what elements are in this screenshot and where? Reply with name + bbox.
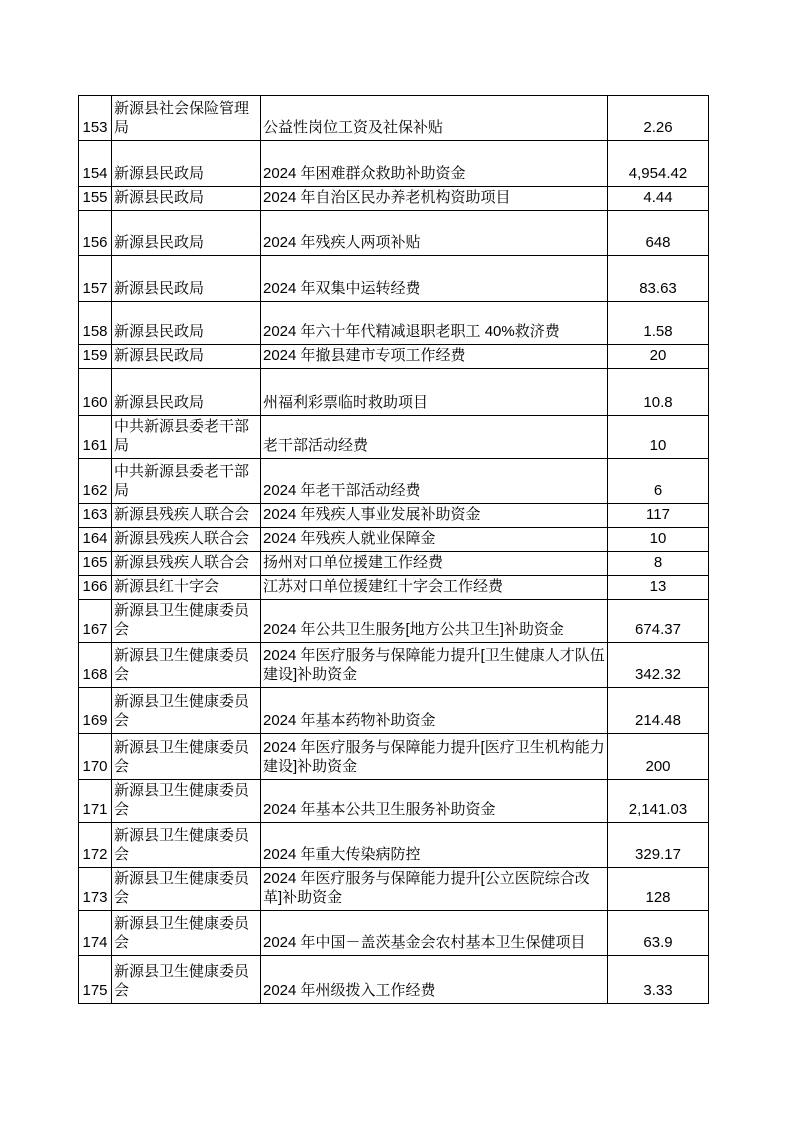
table-row bbox=[79, 734, 709, 780]
amount-cell: 648 bbox=[608, 211, 709, 256]
row-number-cell: 161 bbox=[79, 416, 112, 459]
project-cell: 2024 年重大传染病防控 bbox=[261, 823, 608, 868]
amount-cell: 6 bbox=[608, 459, 709, 504]
project-cell: 扬州对口单位援建工作经费 bbox=[261, 552, 608, 576]
project-cell: 2024 年中国－盖茨基金会农村基本卫生保健项目 bbox=[261, 911, 608, 956]
organization-cell: 新源县民政局 bbox=[112, 256, 261, 302]
table-row bbox=[79, 643, 709, 688]
organization-cell: 新源县民政局 bbox=[112, 141, 261, 187]
table-row bbox=[79, 256, 709, 302]
project-cell: 2024 年医疗服务与保障能力提升[卫生健康人才队伍建设]补助资金 bbox=[261, 643, 608, 688]
project-cell: 2024 年残疾人事业发展补助资金 bbox=[261, 504, 608, 528]
amount-cell: 342.32 bbox=[608, 643, 709, 688]
amount-cell: 200 bbox=[608, 734, 709, 780]
organization-cell: 新源县卫生健康委员会 bbox=[112, 600, 261, 643]
table-row bbox=[79, 823, 709, 868]
table-row bbox=[79, 416, 709, 459]
amount-cell: 329.17 bbox=[608, 823, 709, 868]
table-row bbox=[79, 96, 709, 141]
project-cell: 州福利彩票临时救助项目 bbox=[261, 369, 608, 416]
project-cell: 2024 年老干部活动经费 bbox=[261, 459, 608, 504]
row-number-cell: 160 bbox=[79, 369, 112, 416]
amount-cell: 2.26 bbox=[608, 96, 709, 141]
table-row bbox=[79, 528, 709, 552]
row-number-cell: 163 bbox=[79, 504, 112, 528]
organization-cell: 新源县卫生健康委员会 bbox=[112, 643, 261, 688]
organization-cell: 新源县民政局 bbox=[112, 187, 261, 211]
organization-cell: 新源县民政局 bbox=[112, 345, 261, 369]
organization-cell: 中共新源县委老干部局 bbox=[112, 416, 261, 459]
row-number-cell: 175 bbox=[79, 956, 112, 1004]
amount-cell: 4.44 bbox=[608, 187, 709, 211]
organization-cell: 新源县卫生健康委员会 bbox=[112, 780, 261, 823]
row-number-cell: 164 bbox=[79, 528, 112, 552]
organization-cell: 新源县残疾人联合会 bbox=[112, 504, 261, 528]
project-cell: 2024 年双集中运转经费 bbox=[261, 256, 608, 302]
table-row bbox=[79, 600, 709, 643]
table-row bbox=[79, 911, 709, 956]
organization-cell: 新源县卫生健康委员会 bbox=[112, 868, 261, 911]
project-cell: 2024 年公共卫生服务[地方公共卫生]补助资金 bbox=[261, 600, 608, 643]
organization-cell: 新源县卫生健康委员会 bbox=[112, 734, 261, 780]
budget-table-sheet bbox=[78, 95, 709, 1004]
organization-cell: 新源县卫生健康委员会 bbox=[112, 911, 261, 956]
amount-cell: 83.63 bbox=[608, 256, 709, 302]
table-row bbox=[79, 868, 709, 911]
row-number-cell: 166 bbox=[79, 576, 112, 600]
project-cell: 2024 年自治区民办养老机构资助项目 bbox=[261, 187, 608, 211]
table-row bbox=[79, 187, 709, 211]
project-cell: 老干部活动经费 bbox=[261, 416, 608, 459]
amount-cell: 10 bbox=[608, 528, 709, 552]
project-cell: 2024 年医疗服务与保障能力提升[医疗卫生机构能力建设]补助资金 bbox=[261, 734, 608, 780]
row-number-cell: 158 bbox=[79, 302, 112, 345]
row-number-cell: 157 bbox=[79, 256, 112, 302]
table-row bbox=[79, 688, 709, 734]
row-number-cell: 168 bbox=[79, 643, 112, 688]
row-number-cell: 154 bbox=[79, 141, 112, 187]
organization-cell: 新源县卫生健康委员会 bbox=[112, 823, 261, 868]
amount-cell: 4,954.42 bbox=[608, 141, 709, 187]
amount-cell: 10.8 bbox=[608, 369, 709, 416]
project-cell: 2024 年基本药物补助资金 bbox=[261, 688, 608, 734]
table-row bbox=[79, 576, 709, 600]
table-row bbox=[79, 345, 709, 369]
amount-cell: 1.58 bbox=[608, 302, 709, 345]
table-row bbox=[79, 211, 709, 256]
project-cell: 2024 年撤县建市专项工作经费 bbox=[261, 345, 608, 369]
row-number-cell: 169 bbox=[79, 688, 112, 734]
organization-cell: 新源县卫生健康委员会 bbox=[112, 688, 261, 734]
row-number-cell: 153 bbox=[79, 96, 112, 141]
table-row bbox=[79, 504, 709, 528]
table-row bbox=[79, 369, 709, 416]
organization-cell: 新源县民政局 bbox=[112, 211, 261, 256]
project-cell: 公益性岗位工资及社保补贴 bbox=[261, 96, 608, 141]
amount-cell: 3.33 bbox=[608, 956, 709, 1004]
row-number-cell: 174 bbox=[79, 911, 112, 956]
table-row bbox=[79, 780, 709, 823]
project-cell: 江苏对口单位援建红十字会工作经费 bbox=[261, 576, 608, 600]
project-cell: 2024 年困难群众救助补助资金 bbox=[261, 141, 608, 187]
amount-cell: 10 bbox=[608, 416, 709, 459]
table-row bbox=[79, 956, 709, 1004]
project-cell: 2024 年六十年代精减退职老职工 40%救济费 bbox=[261, 302, 608, 345]
row-number-cell: 173 bbox=[79, 868, 112, 911]
table-row bbox=[79, 459, 709, 504]
row-number-cell: 155 bbox=[79, 187, 112, 211]
organization-cell: 新源县残疾人联合会 bbox=[112, 552, 261, 576]
organization-cell: 新源县社会保险管理局 bbox=[112, 96, 261, 141]
project-cell: 2024 年残疾人就业保障金 bbox=[261, 528, 608, 552]
organization-cell: 新源县残疾人联合会 bbox=[112, 528, 261, 552]
amount-cell: 674.37 bbox=[608, 600, 709, 643]
organization-cell: 新源县红十字会 bbox=[112, 576, 261, 600]
table-row bbox=[79, 552, 709, 576]
table-body bbox=[79, 96, 709, 1004]
organization-cell: 新源县民政局 bbox=[112, 369, 261, 416]
amount-cell: 117 bbox=[608, 504, 709, 528]
amount-cell: 214.48 bbox=[608, 688, 709, 734]
amount-cell: 2,141.03 bbox=[608, 780, 709, 823]
amount-cell: 13 bbox=[608, 576, 709, 600]
project-cell: 2024 年州级拨入工作经费 bbox=[261, 956, 608, 1004]
row-number-cell: 171 bbox=[79, 780, 112, 823]
budget-table bbox=[78, 95, 709, 1004]
project-cell: 2024 年医疗服务与保障能力提升[公立医院综合改革]补助资金 bbox=[261, 868, 608, 911]
project-cell: 2024 年残疾人两项补贴 bbox=[261, 211, 608, 256]
amount-cell: 20 bbox=[608, 345, 709, 369]
organization-cell: 新源县卫生健康委员会 bbox=[112, 956, 261, 1004]
amount-cell: 63.9 bbox=[608, 911, 709, 956]
amount-cell: 8 bbox=[608, 552, 709, 576]
row-number-cell: 156 bbox=[79, 211, 112, 256]
amount-cell: 128 bbox=[608, 868, 709, 911]
table-row bbox=[79, 302, 709, 345]
table-row bbox=[79, 141, 709, 187]
row-number-cell: 159 bbox=[79, 345, 112, 369]
organization-cell: 新源县民政局 bbox=[112, 302, 261, 345]
row-number-cell: 162 bbox=[79, 459, 112, 504]
row-number-cell: 172 bbox=[79, 823, 112, 868]
organization-cell: 中共新源县委老干部局 bbox=[112, 459, 261, 504]
row-number-cell: 167 bbox=[79, 600, 112, 643]
project-cell: 2024 年基本公共卫生服务补助资金 bbox=[261, 780, 608, 823]
row-number-cell: 165 bbox=[79, 552, 112, 576]
row-number-cell: 170 bbox=[79, 734, 112, 780]
